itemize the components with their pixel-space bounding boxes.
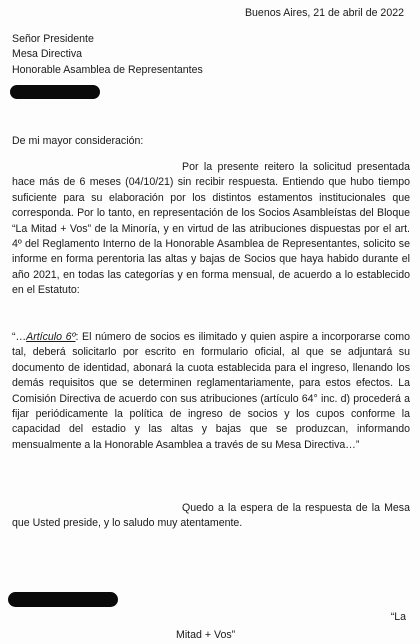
letter-date: Buenos Aires, 21 de abril de 2022 [244, 7, 404, 19]
quote-paragraph [12, 330, 410, 453]
addressee-block [12, 32, 312, 78]
signature-line-1: “La [390, 611, 406, 623]
closing-section [12, 501, 410, 532]
signature-line-2: Mitad + Vos” [176, 629, 236, 641]
quote-open: “… [12, 331, 27, 343]
addressee-title: Señor Presidente [12, 33, 94, 45]
body-section [12, 160, 410, 299]
body-paragraph: Por la presente reitero la solicitud presentada hace más de 6 meses (04/10/21) sin recibir respuesta. Entiendo que hubo tiempo suficiente para su elaboración por los distintos estamentos institucionales que corresponda. Por lo tanto, en representación de los Socios Asambleístas del Bloque “La Mitad + Vos” de la Minoría, y en virtud de las atribuciones dispuestas por el art. 4º del Reglamento Interno de la Honorable Asamblea de Representantes, solicito se informe en forma perentoria las altas y bajas de Socios que haya habido durante el año 2021, en todas las categorías y en forma mensual, de acuerdo a lo establecido en el Estatuto: [12, 161, 410, 297]
redacted-name-top [10, 85, 100, 99]
addressee-institution: Honorable Asamblea de Representantes [12, 63, 203, 76]
closing-paragraph: Quedo a la espera de la respuesta de la Mesa que Usted preside, y lo saludo muy atentamente. [12, 502, 410, 530]
article-reference: Artículo 6º [26, 331, 76, 343]
greeting: De mi mayor consideración: [12, 135, 144, 147]
redacted-signature [8, 592, 118, 607]
addressee-office: Mesa Directiva [12, 48, 83, 61]
statute-quote [12, 330, 410, 453]
quote-text: : El número de socios es ilimitado y quien aspire a incorporarse como tal, deberá solicitarlo por escrito en formulario oficial, al que se adjuntará su documento de identidad, abonará la cuota establecida para el ingreso, llenando los demás requisitos que se determinen reglamentariamente, para estos efectos. La Comisión Directiva de acuerdo con sus atribuciones (artículo 64° inc. d) procederá a fijar periódicamente la política de ingreso de socios y los cupos conforme la capacidad del estadio y las altas y bajas que se produzcan, informando mensualmente a la Honorable Asamblea a través de su Mesa Directiva…” [12, 331, 410, 451]
